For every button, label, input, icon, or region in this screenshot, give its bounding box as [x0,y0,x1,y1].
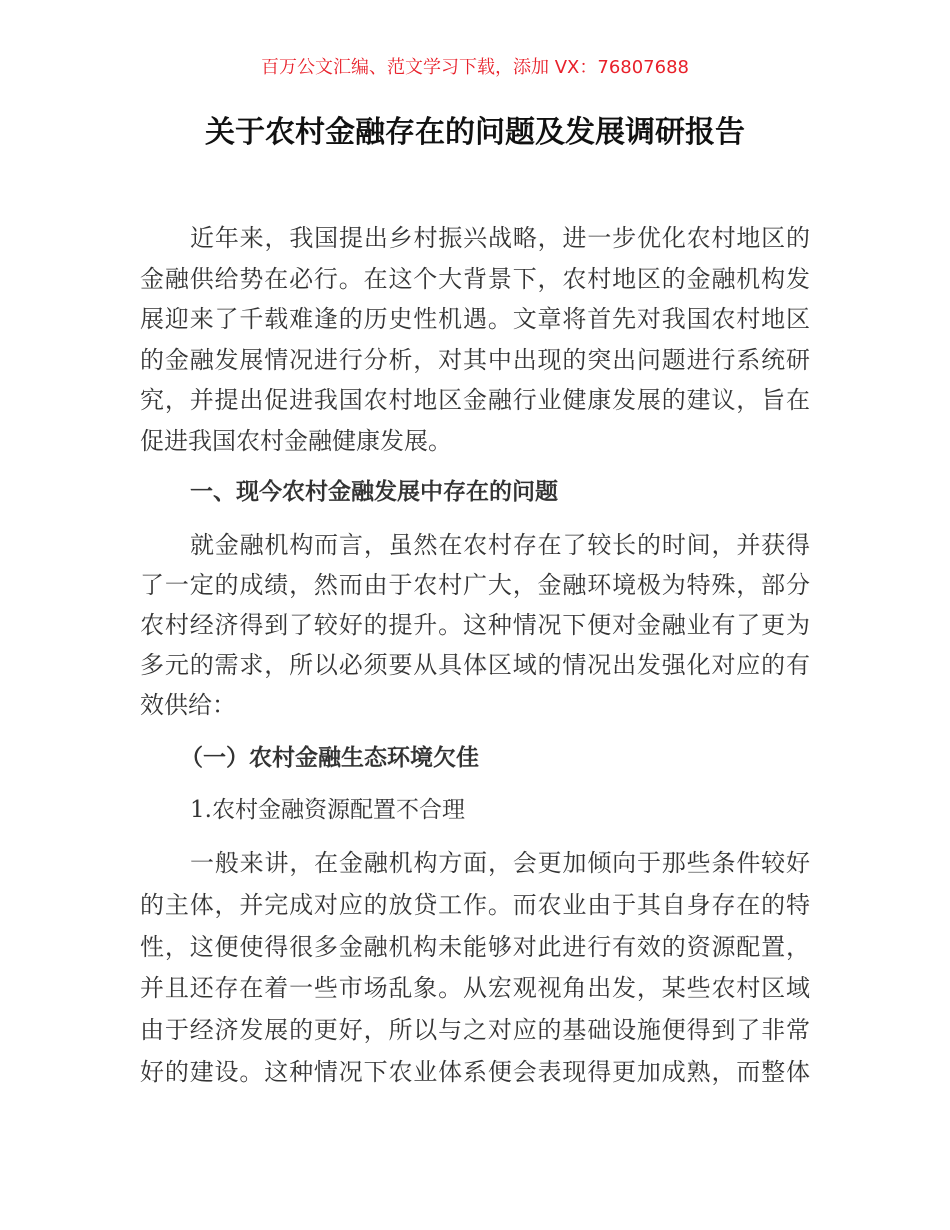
text-line: 了一定的成绩，然而由于农村广大，金融环境极为特殊，部分 [140,571,810,599]
document-title: 关于农村金融存在的问题及发展调研报告 [205,115,745,150]
text-line: 的主体，并完成对应的放贷工作。而农业由于其自身存在的特 [140,890,810,919]
text-line: 促进我国农村金融健康发展。 [140,426,452,455]
text-line: 展迎来了千载难逢的历史性机遇。文章将首先对我国农村地区 [140,305,810,333]
text-line: 农村经济得到了较好的提升。这种情况下便对金融业有了更为 [140,611,810,639]
text-line: 效供给： [140,691,236,719]
text-line: 并且还存在着一些市场乱象。从宏观视角出发，某些农村区域 [140,974,810,1003]
item-heading-1: 1.农村金融资源配置不合理 [190,797,465,823]
text-line: 就金融机构而言，虽然在农村存在了较长的时间，并获得 [190,531,810,559]
text-line: 金融供给势在必行。在这个大背景下，农村地区的金融机构发 [140,264,810,293]
text-line: 性，这便使得很多金融机构未能够对此进行有效的资源配置， [140,932,810,961]
text-line: 究，并提出促进我国农村地区金融行业健康发展的建议，旨在 [140,386,810,414]
section-heading-1: 一、现今农村金融发展中存在的问题 [190,479,558,505]
text-line: 由于经济发展的更好，所以与之对应的基础设施便得到了非常 [140,1016,810,1045]
text-line: 好的建设。这种情况下农业体系便会表现得更加成熟，而整体 [140,1058,810,1086]
subsection-heading-1: （一）农村金融生态环境欠佳 [180,745,479,771]
text-line: 的金融发展情况进行分析，对其中出现的突出问题进行系统研 [140,345,810,374]
text-line: 多元的需求，所以必须要从具体区域的情况出发强化对应的有 [140,651,810,679]
watermark-banner: 百万公文汇编、范文学习下载，添加 VX：76807688 [261,57,689,78]
text-line: 一般来讲，在金融机构方面，会更加倾向于那些条件较好 [190,849,810,877]
text-line: 近年来，我国提出乡村振兴战略，进一步优化农村地区的 [190,224,810,252]
